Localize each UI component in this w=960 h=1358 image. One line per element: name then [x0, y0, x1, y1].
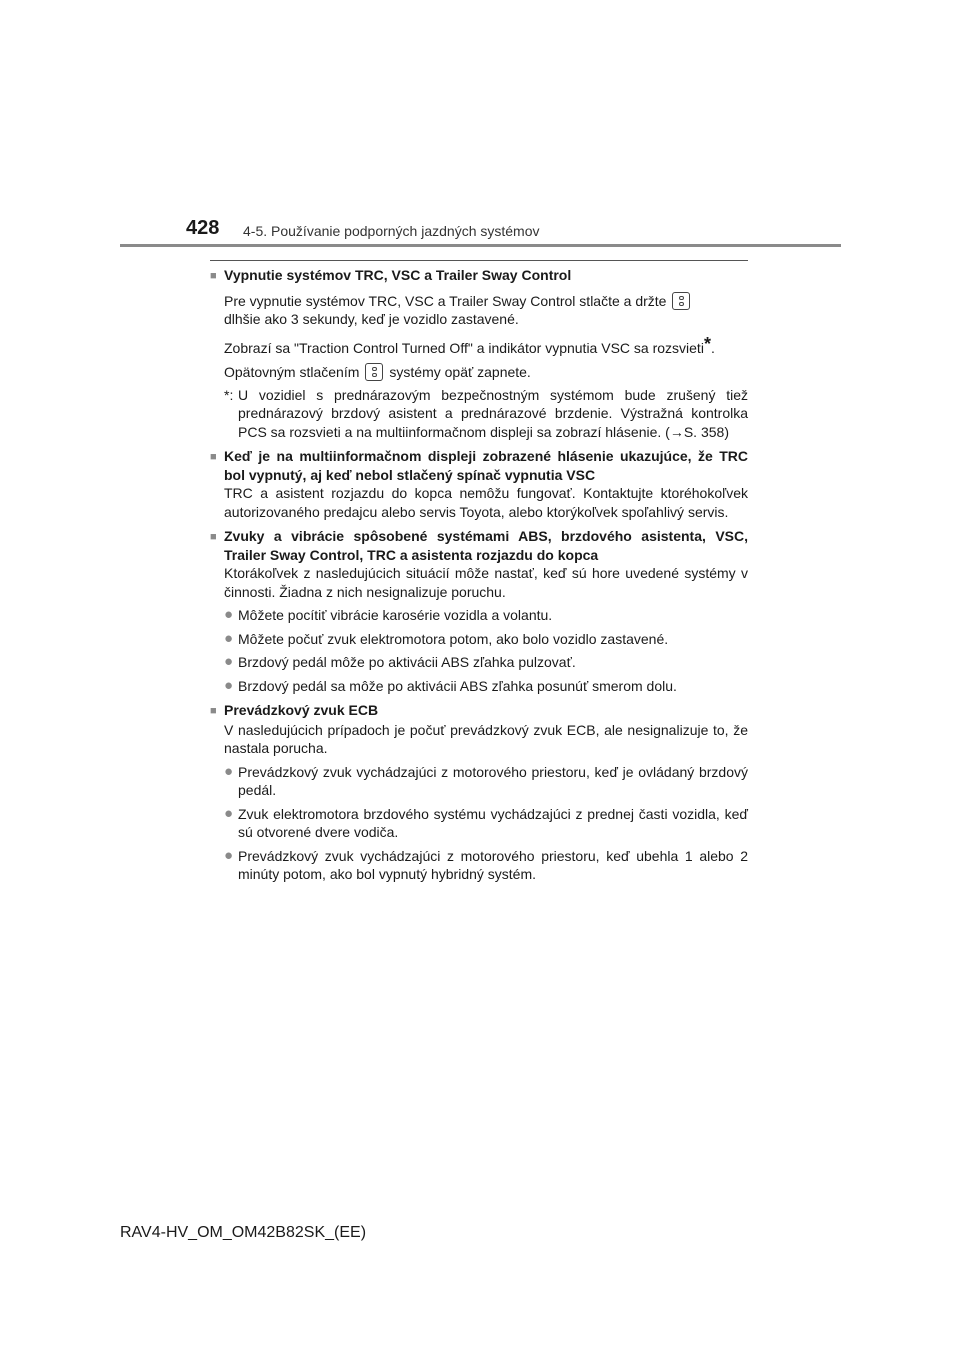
square-bullet-icon: ■	[210, 270, 217, 282]
footnote	[224, 386, 748, 442]
list-item: ● Brzdový pedál sa môže po aktivácii ABS zľahka posunúť smerom dolu.	[224, 676, 677, 694]
footnote-mark: *:	[224, 386, 234, 403]
round-bullet-icon: ●	[224, 653, 234, 670]
round-bullet-icon: ●	[224, 676, 234, 694]
square-bullet-icon: ■	[210, 451, 217, 463]
round-bullet-icon: ●	[224, 629, 234, 647]
section-heading: ■ Prevádzkový zvuk ECB	[210, 701, 748, 721]
vsc-off-switch-icon	[365, 363, 383, 381]
display-message-text: Zobrazí sa "Traction Control Turned Off" a indikátor vypnutia VSC sa rozsvieti*.	[224, 333, 715, 356]
round-bullet-icon: ●	[224, 804, 234, 822]
page-content	[210, 266, 748, 890]
instruction-text: Pre vypnutie systémov TRC, VSC a Trailer Sway Control stlačte a držte dlhšie ako 3 sekundy, keď je vozidlo zastavené.	[224, 292, 748, 329]
section-trc-vsc-off	[210, 266, 748, 441]
re-enable-text: Opätovným stlačením systémy opäť zapnete.	[224, 364, 531, 380]
list-item: ● Prevádzkový zvuk vychádzajúci z motorového priestoru, keď je ovládaný brzdový pedál.	[224, 762, 748, 798]
page-number: 428	[186, 217, 220, 239]
section-ecb-sound	[210, 701, 748, 884]
footnote-reference: *	[703, 333, 711, 354]
round-bullet-icon: ●	[224, 762, 234, 780]
section-text: TRC a asistent rozjazdu do kopca nemôžu fungovať. Kontaktujte ktoréhokoľvek autorizovaného predajcu alebo servis Toyota, alebo ktorýkoľvek spoľahlivý servis.	[224, 485, 748, 520]
list-item: ● Brzdový pedál môže po aktivácii ABS zľahka pulzovať.	[224, 653, 576, 670]
square-bullet-icon: ■	[210, 531, 217, 543]
vsc-off-switch-icon	[672, 292, 690, 310]
list-item: ● Prevádzkový zvuk vychádzajúci z motorového priestoru, keď ubehla 1 alebo 2 minúty potom, ako bol vypnutý hybridný systém.	[224, 846, 748, 882]
section-text: Ktorákoľvek z nasledujúcich situácií môže nastať, keď sú hore uvedené systémy v činnosti. Žiadna z nich nesignalizuje poruchu.	[224, 565, 748, 600]
section-heading: ■ Vypnutie systémov TRC, VSC a Trailer Sway Control	[210, 266, 748, 286]
chapter-title: 4-5. Používanie podporných jazdných systémov	[243, 223, 540, 239]
list-item: ● Môžete pocítiť vibrácie karosérie vozidla a volantu.	[224, 606, 553, 623]
header-rule	[120, 244, 841, 247]
document-code: RAV4-HV_OM_OM42B82SK_(EE)	[120, 1224, 367, 1241]
footnote-text: U vozidiel s prednárazovým bezpečnostným systémom bude zrušený tiež prednárazový brzdový asistent a prednárazové brzdenie. Výstražná kontrolka PCS sa rozsvieti a na multiinformačnom displeji sa zobrazí hlásenie. (→S. 358)	[238, 386, 748, 440]
section-sounds-vibrations	[210, 527, 748, 695]
content-top-rule	[210, 260, 748, 261]
section-heading: ■ Zvuky a vibrácie spôsobené systémami ABS, brzdového asistenta, VSC, Trailer Sway Control, TRC a asistenta rozjazdu do kopca	[210, 528, 748, 563]
round-bullet-icon: ●	[224, 846, 234, 864]
list-item: ● Môžete počuť zvuk elektromotora potom, ako bolo vozidlo zastavené.	[224, 629, 669, 647]
list-item: ● Zvuk elektromotora brzdového systému vychádzajúci z prednej časti vozidla, keď sú otvorené dvere vodiča.	[224, 804, 748, 840]
section-text: V nasledujúcich prípadoch je počuť prevádzkový zvuk ECB, ale nesignalizuje to, že nastala porucha.	[224, 721, 748, 756]
section-heading: ■ Keď je na multiinformačnom displeji zobrazené hlásenie ukazujúce, že TRC bol vypnutý, aj keď nebol stlačený spínač vypnutia VSC	[210, 448, 748, 483]
section-trc-message	[210, 447, 748, 521]
round-bullet-icon: ●	[224, 606, 234, 623]
square-bullet-icon: ■	[210, 705, 217, 717]
